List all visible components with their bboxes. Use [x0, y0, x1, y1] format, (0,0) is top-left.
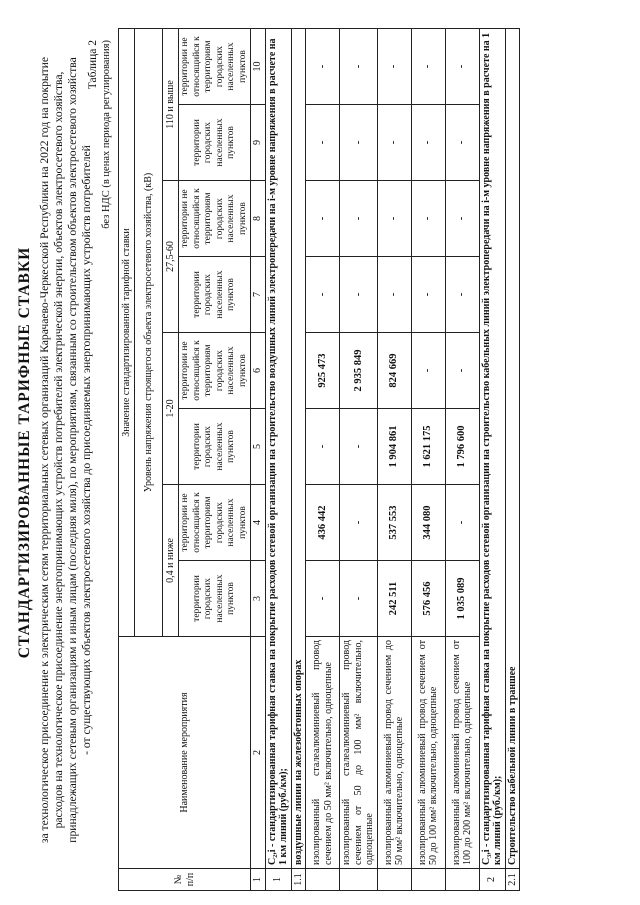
rate-value: 1 621 175 [411, 409, 445, 485]
rate-value: - [306, 561, 340, 637]
column-number: 8 [251, 181, 266, 257]
row-name: изолированный сталеалюминиевый провод сечением от 50 до 100 мм² включительно, одноцепные [340, 637, 378, 869]
column-number: 4 [251, 485, 266, 561]
rate-value: - [445, 257, 479, 333]
rate-value: - [340, 105, 378, 181]
rate-value: 1 796 600 [445, 409, 479, 485]
document-subtitle: за технологическое присоединение к электрическим сетям территориальных сетевых организаций Карачаево-Черкесской Республики на 2022 год на покрытие расходов на технологическое присоединение энергопринимающих устройств потребителей электрической энергии, объектов электросетевого хозяйства, принадлежащих сетевым организациям и иным лицам (последняя миля), по мероприятиям, связанным со строительством объектов электросетевого хозяйства - от существующих объектов электросетевого хозяйства до присоединяемых энергопринимающих устройств потребителей [38, 56, 93, 844]
row-name: изолированный алюминиевый провод сечением от 100 до 200 мм² включительно, одноцепные [445, 637, 479, 869]
rate-value: - [306, 181, 340, 257]
row-name: С₂,i - стандартизированная тарифная ставка на покрытие расходов сетевой организации на строительство воздушных линий электропередачи на i-м уровне напряжения в расчете на 1 км линий (руб./км); [265, 29, 291, 869]
row-name: С₃,i - стандартизированная тарифная ставка на покрытие расходов сетевой организации на строительство кабельных линий электропередачи на i-м уровне напряжения в расчете на 1 км линий (руб./км); [479, 29, 505, 869]
table-row [265, 29, 291, 891]
row-number [411, 869, 445, 891]
table-body [251, 29, 520, 891]
rate-value: - [411, 105, 445, 181]
table-row [479, 29, 505, 891]
rate-value: - [411, 257, 445, 333]
rate-value: 576 456 [411, 561, 445, 637]
column-number: 9 [251, 105, 266, 181]
rate-value: - [377, 29, 411, 105]
row-name: воздушные линии на железобетонных опорах [291, 29, 306, 869]
table-row [411, 29, 445, 891]
column-number-row [251, 29, 266, 891]
row-name: изолированный сталеалюминиевый провод сечением до 50 мм² включительно, одноцепные [306, 637, 340, 869]
rate-value: - [411, 333, 445, 409]
rate-value: - [340, 181, 378, 257]
table-row [340, 29, 378, 891]
rate-value: 925 473 [306, 333, 340, 409]
row-number [445, 869, 479, 891]
header-urban: территории городских населенных пунктов [179, 409, 251, 485]
rate-value: 2 935 849 [340, 333, 378, 409]
rate-value: 242 511 [377, 561, 411, 637]
header-rural: территории не относящийся к территориям городских населенных пунктов [179, 333, 251, 409]
header-v04: 0,4 и ниже [163, 485, 179, 637]
document-title: СТАНДАРТИЗИРОВАННЫЕ ТАРИФНЫЕ СТАВКИ [16, 246, 33, 659]
rate-value: 537 553 [377, 485, 411, 561]
tariff-table [118, 28, 520, 891]
rate-value: - [411, 29, 445, 105]
rate-value: - [445, 333, 479, 409]
rate-value: - [445, 485, 479, 561]
column-number: 1 [251, 869, 266, 891]
row-name: изолированный алюминиевый провод сечением до 50 мм² включительно, одноцепные [377, 637, 411, 869]
column-number: 2 [251, 637, 266, 869]
header-urban: территории городских населенных пунктов [179, 105, 251, 181]
header-v1-20: 1-20 [163, 333, 179, 485]
rate-value: - [340, 29, 378, 105]
row-number: 1 [265, 869, 291, 891]
rate-value: 1 904 861 [377, 409, 411, 485]
column-number: 5 [251, 409, 266, 485]
column-number: 7 [251, 257, 266, 333]
rate-value: - [377, 257, 411, 333]
row-number: 1.1 [291, 869, 306, 891]
row-number [306, 869, 340, 891]
rate-value: 344 080 [411, 485, 445, 561]
header-v27-60: 27,5-60 [163, 181, 179, 333]
rate-value: - [306, 257, 340, 333]
rate-value: - [445, 181, 479, 257]
rate-value: - [445, 105, 479, 181]
table-row [505, 29, 520, 891]
row-number [377, 869, 411, 891]
header-rural: территории не относящийся к территориям городских населенных пунктов [179, 485, 251, 561]
header-urban: территории городских населенных пунктов [179, 257, 251, 333]
rate-value: 1 035 089 [445, 561, 479, 637]
rate-value: 436 442 [306, 485, 340, 561]
header-value: Значение стандартизированной тарифной ставки [119, 29, 135, 637]
header-no: № п/п [119, 869, 251, 891]
table-number: Таблица 2 [87, 40, 99, 90]
rate-value: - [306, 105, 340, 181]
row-name: Строительство кабельной линии в траншее [505, 29, 520, 869]
rate-value: - [306, 409, 340, 485]
header-level: Уровень напряжения строящегося объекта электросетевого хозяйства, (кВ) [135, 29, 163, 637]
row-number: 2 [479, 869, 505, 891]
column-number: 3 [251, 561, 266, 637]
table-row [291, 29, 306, 891]
rate-value: - [377, 181, 411, 257]
rate-value: 824 669 [377, 333, 411, 409]
rate-value: - [377, 105, 411, 181]
row-number: 2.1 [505, 869, 520, 891]
row-number [340, 869, 378, 891]
rate-value: - [306, 29, 340, 105]
header-urban: территории городских населенных пунктов [179, 561, 251, 637]
table-row [377, 29, 411, 891]
rate-value: - [340, 257, 378, 333]
table-row [445, 29, 479, 891]
header-name: Наименование мероприятия [119, 637, 251, 869]
rate-value: - [340, 409, 378, 485]
row-name: изолированный алюминиевый провод сечением от 50 до 100 мм² включительно, одноцепные [411, 637, 445, 869]
rate-value: - [445, 29, 479, 105]
table-row [306, 29, 340, 891]
header-v110: 110 и выше [163, 29, 179, 181]
column-number: 6 [251, 333, 266, 409]
header-rural: территории не относящийся к территориям городских населенных пунктов [179, 181, 251, 257]
rate-value: - [411, 181, 445, 257]
header-rural: территории не относящийся к территориям городских населенных пунктов [179, 29, 251, 105]
vat-note: без НДС (в ценах периода регулирования) [101, 40, 112, 229]
column-number: 10 [251, 29, 266, 105]
rate-value: - [340, 485, 378, 561]
rate-value: - [340, 561, 378, 637]
